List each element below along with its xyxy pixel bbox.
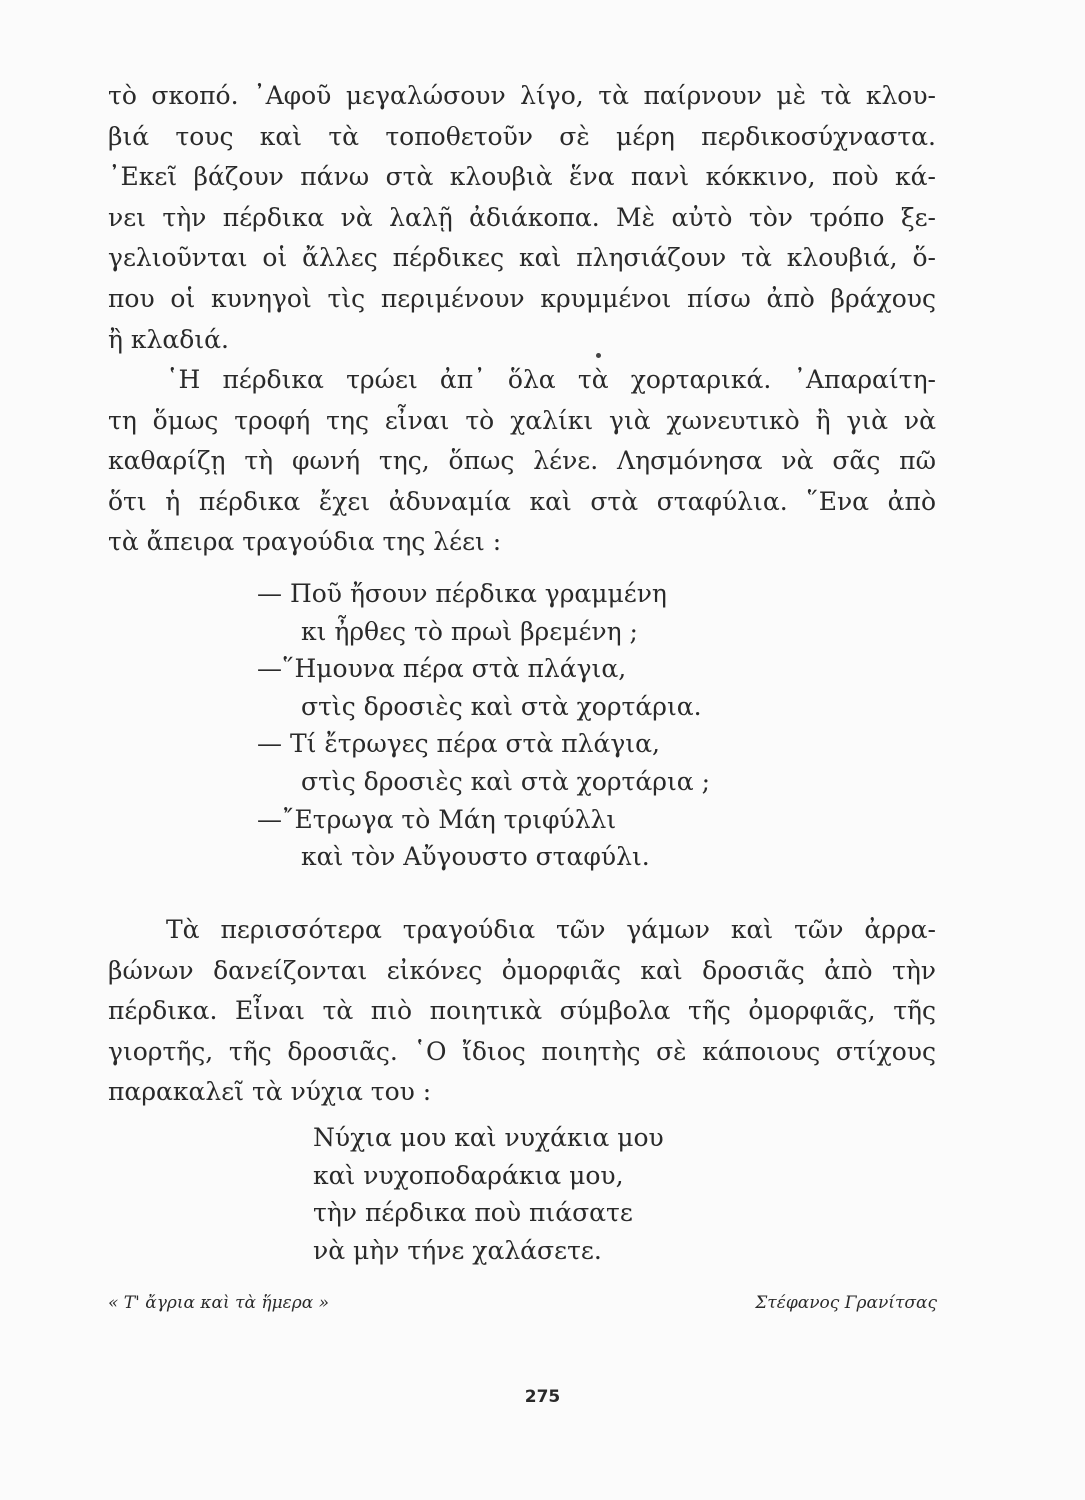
verse-line: —῞Ημουνα πέρα στὰ πλάγια, [257, 654, 627, 684]
text-line: βιά τους καὶ τὰ τοποθετοῦν σὲ μέρη περδικοσύχναστα. [108, 121, 936, 151]
print-speck [596, 353, 601, 358]
verse-line: κι ἦρθες τὸ πρωὶ βρεμένη ; [301, 616, 638, 646]
verse-line: στὶς δροσιὲς καὶ στὰ χορτάρια. [301, 691, 702, 721]
paragraph-partridge-cages [108, 76, 936, 360]
text-line: ὅτι ἡ πέρδικα ἔχει ἀδυναμία καὶ στὰ σταφύλια. ῞Ενα ἀπὸ [108, 486, 936, 516]
text-line: γιορτῆς, τῆς δροσιᾶς. ῾Ο ἴδιος ποιητὴς σὲ κάποιους στίχους [108, 1036, 936, 1066]
author-name: Στέφανος Γρανίτσας [755, 1293, 937, 1313]
text-line: τη ὅμως τροφή της εἶναι τὸ χαλίκι γιὰ χωνευτικὸ ἢ γιὰ νὰ [108, 405, 936, 435]
text-line: Τὰ περισσότερα τραγούδια τῶν γάμων καὶ τῶν ἀρρα- [166, 915, 936, 944]
text-line: που οἱ κυνηγοὶ τὶς περιμένουν κρυμμένοι πίσω ἀπὸ βράχους [108, 283, 936, 313]
text-line: τὰ ἄπειρα τραγούδια της λέει : [108, 527, 502, 557]
nails-poem-verse [313, 1119, 664, 1269]
verse-line: καὶ νυχοποδαράκια μου, [313, 1160, 624, 1190]
verse-line: καὶ τὸν Αὔγουστο σταφύλι. [301, 842, 650, 872]
text-line: βώνων δανείζονται εἰκόνες ὀμορφιᾶς καὶ δροσιᾶς ἀπὸ τὴν [108, 955, 936, 985]
folk-song-verse [257, 575, 710, 876]
text-line: παρακαλεῖ τὰ νύχια του : [108, 1077, 432, 1107]
paragraph-partridge-food [108, 360, 936, 563]
text-line: ἢ κλαδιά. [108, 324, 229, 354]
verse-line: —῎Ετρωγα τὸ Μάη τριφύλλι [257, 804, 617, 834]
verse-line: στὶς δροσιὲς καὶ στὰ χορτάρια ; [301, 766, 711, 796]
verse-line: — Τί ἔτρωγες πέρα στὰ πλάγια, [257, 729, 660, 759]
text-line: νει τὴν πέρδικα νὰ λαλῇ ἀδιάκοπα. Μὲ αὐτὸ τὸν τρόπο ξε- [108, 202, 936, 232]
verse-line: τὴν πέρδικα ποὺ πιάσατε [313, 1198, 633, 1228]
verse-line: Νύχια μου καὶ νυχάκια μου [313, 1123, 664, 1152]
text-line: πέρδικα. Εἶναι τὰ πιὸ ποιητικὰ σύμβολα τῆς ὀμορφιᾶς, τῆς [108, 996, 936, 1026]
source-citation: « Τ' ἄγρια καὶ τὰ ἥμερα » [108, 1293, 330, 1313]
text-line: γελιοῦνται οἱ ἄλλες πέρδικες καὶ πλησιάζουν τὰ κλουβιά, ὅ- [108, 243, 936, 273]
page-number: 275 [524, 1387, 561, 1407]
text-line: τὸ σκοπό. ᾿Αφοῦ μεγαλώσουν λίγο, τὰ παίρνουν μὲ τὰ κλου- [108, 81, 936, 110]
paragraph-wedding-songs [108, 910, 936, 1113]
verse-line: — Ποῦ ἤσουν πέρδικα γραμμένη [257, 579, 667, 608]
text-line: ᾿Εκεῖ βάζουν πάνω στὰ κλουβιὰ ἕνα πανὶ κόκκινο, ποὺ κά- [108, 162, 936, 192]
text-line: ῾Η πέρδικα τρώει ἀπ᾿ ὅλα τὰ χορταρικά. ᾿Απαραίτη- [166, 365, 936, 394]
text-line: καθαρίζῃ τὴ φωνή της, ὅπως λένε. Λησμόνησα νὰ σᾶς πῶ [108, 446, 936, 476]
verse-line: νὰ μὴν τήνε χαλάσετε. [313, 1235, 602, 1265]
